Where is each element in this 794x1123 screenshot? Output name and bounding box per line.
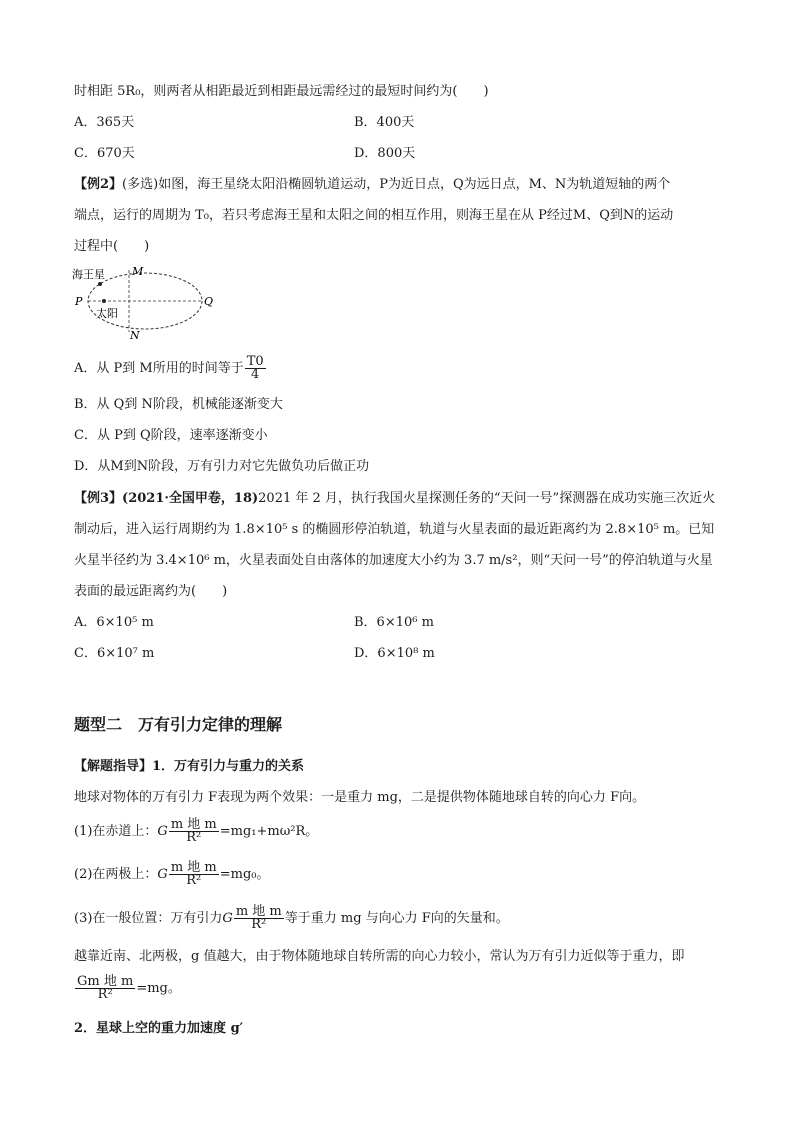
section-title: 题型二 万有引力定律的理解 — [74, 715, 283, 734]
section-note: 越靠近南、北两极，g 值越大，由于物体随地球自转所需的向心力较小，常认为万有引力近似等于重力，即 — [74, 949, 685, 964]
example-2-line-3: 过程中( ) — [74, 239, 150, 254]
label-neptune: 海王星 — [72, 268, 105, 281]
option-c: C．670天 — [74, 146, 135, 161]
label-P: P — [75, 295, 83, 308]
equation-poles: (2)在两极上：G $\frac{\text{m 地 m}}{\text{R²}}$ =mg₀。 — [74, 860, 270, 888]
multi-select-tag: (多选) — [122, 177, 159, 192]
example-2-option-a: A．从 P到 M所用的时间等于 $\frac{T0}{4}$ — [74, 354, 264, 382]
option-d: D．800天 — [354, 146, 416, 161]
equation-general: (3)在一般位置：万有引力G $\frac{\text{m 地 m}}{\text{R²}}$ 等于重力 mg 与向心力 F向的矢量和。 — [74, 904, 509, 932]
fraction-T0-over-4: $\frac{T0}{4}$ — [246, 354, 264, 382]
option-c: C．6×10⁷ m — [74, 646, 155, 661]
gravity-fraction: $\frac{\text{Gm 地 m}}{\text{R²}}$ — [77, 974, 134, 1002]
example-3-line-4: 表面的最远距离约为( ) — [74, 584, 228, 599]
option-b: B．6×10⁶ m — [354, 615, 434, 630]
option-b: B．400天 — [354, 115, 415, 130]
example-label: 【例3】 — [74, 491, 123, 506]
option-d: D．6×10⁸ m — [354, 646, 435, 661]
option-a: A．365天 — [74, 115, 135, 130]
gravity-fraction: $\frac{\text{m 地 m}}{\text{R²}}$ — [170, 860, 217, 888]
example-2-line-2: 端点，运行的周期为 T₀，若只考虑海王星和太阳之间的相互作用，则海王星在从 P经过M、Q到N的运动 — [74, 208, 674, 223]
section-intro: 地球对物体的万有引力 F表现为两个效果：一是重力 mg，二是提供物体随地球自转的向心力 F向。 — [74, 790, 646, 805]
gravity-fraction: $\frac{\text{m 地 m}}{\text{R²}}$ — [170, 817, 217, 845]
example-3-line-2: 制动后，进入运行周期约为 1.8×10⁵ s 的椭圆形停泊轨道，轨道与火星表面的最近距离约为 2.8×10⁵ m。已知 — [74, 522, 715, 537]
example-3-line-3: 火星半径约为 3.4×10⁶ m，火星表面处自由落体的加速度大小约为 3.7 m/s²，则“天问一号”的停泊轨道与火星 — [74, 553, 713, 568]
label-M: M — [132, 265, 144, 278]
equation-equator: (1)在赤道上：G $\frac{\text{m 地 m}}{\text{R²}}$ =mg₁+mω²R。 — [74, 817, 319, 845]
example-2-option-c: C．从 P到 Q阶段，速率逐渐变小 — [74, 428, 268, 443]
label-Q: Q — [204, 295, 214, 308]
equation-approx: $\frac{\text{Gm 地 m}}{\text{R²}}$ =mg。 — [77, 974, 181, 1002]
example-2-option-b: B．从 Q到 N阶段，机械能逐渐变大 — [74, 397, 283, 412]
example-source: (2021·全国甲卷，18) — [122, 491, 259, 506]
example-2-line-1 — [74, 176, 670, 194]
question-stem: 时相距 5R₀，则两者从相距最近到相距最远需经过的最短时间约为( ) — [74, 84, 489, 99]
orbit-diagram — [70, 262, 220, 340]
neptune-dot — [98, 282, 102, 286]
label-sun: 太阳 — [96, 307, 118, 320]
option-a: A．6×10⁵ m — [74, 615, 154, 630]
label-N: N — [130, 329, 140, 340]
guide-title: 1．万有引力与重力的关系 — [152, 759, 305, 774]
subsection-title: 2．星球上空的重力加速度 g′ — [74, 1021, 244, 1036]
example-3-line-1: 【例3】(2021·全国甲卷，18)2021 年 2 月，执行我国火星探测任务的“天问一号”探测器在成功实施三次近火 — [74, 491, 716, 506]
guide-label: 【解题指导】 — [74, 759, 153, 774]
sun-dot — [102, 299, 106, 303]
guide-heading — [74, 758, 304, 776]
example-2-option-d: D．从M到N阶段，万有引力对它先做负功后做正功 — [74, 459, 370, 474]
example-2-text: 如图，海王星绕太阳沿椭圆轨道运动，P为近日点，Q为远日点，M、N为轨道短轴的两个 — [158, 177, 671, 192]
example-label: 【例2】 — [74, 177, 123, 192]
gravity-fraction: $\frac{\text{m 地 m}}{\text{R²}}$ — [235, 904, 282, 932]
